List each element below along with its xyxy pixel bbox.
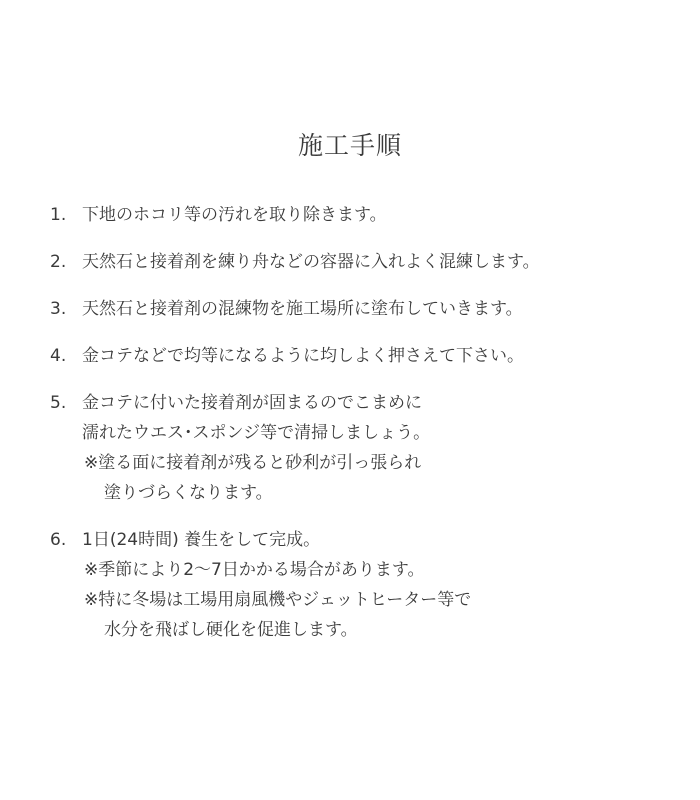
step-number: 4.	[50, 346, 67, 366]
step-item-5	[50, 388, 690, 508]
step-text: 濡れたウエス･スポンジ等で清掃しましょう。	[82, 423, 431, 443]
step-note: ※塗る面に接着剤が残ると砂利が引っ張られ	[84, 453, 422, 473]
step-item-2	[50, 247, 690, 277]
step-note: ※季節により2〜7日かかる場合があります。	[84, 560, 425, 580]
step-text: 金コテなどで均等になるように均しよく押さえて下さい。	[82, 346, 524, 366]
step-text: 天然石と接着剤の混練物を施工場所に塗布していきます。	[82, 299, 523, 319]
step-item-6	[50, 525, 690, 645]
step-text: 天然石と接着剤を練り舟などの容器に入れよく混練します。	[82, 252, 540, 272]
step-item-4	[50, 341, 690, 371]
step-note-continued: 塗りづらくなります。	[104, 483, 273, 503]
step-item-3	[50, 294, 690, 324]
step-number: 2.	[50, 252, 67, 272]
page-title: 施工手順	[297, 131, 402, 160]
step-note: ※特に冬場は工場用扇風機やジェットヒーター等で	[84, 590, 472, 610]
step-number: 1.	[50, 205, 67, 225]
step-number: 5.	[50, 393, 67, 413]
step-text: 金コテに付いた接着剤が固まるのでこまめに	[82, 393, 422, 413]
step-number: 3.	[50, 299, 67, 319]
step-text: 下地のホコリ等の汚れを取り除きます。	[82, 205, 387, 225]
step-note-continued: 水分を飛ばし硬化を促進します。	[104, 620, 358, 640]
step-item-1	[50, 200, 690, 230]
step-text: 1日(24時間) 養生をして完成。	[82, 530, 321, 550]
steps-list	[50, 200, 690, 662]
step-number: 6.	[50, 530, 67, 550]
